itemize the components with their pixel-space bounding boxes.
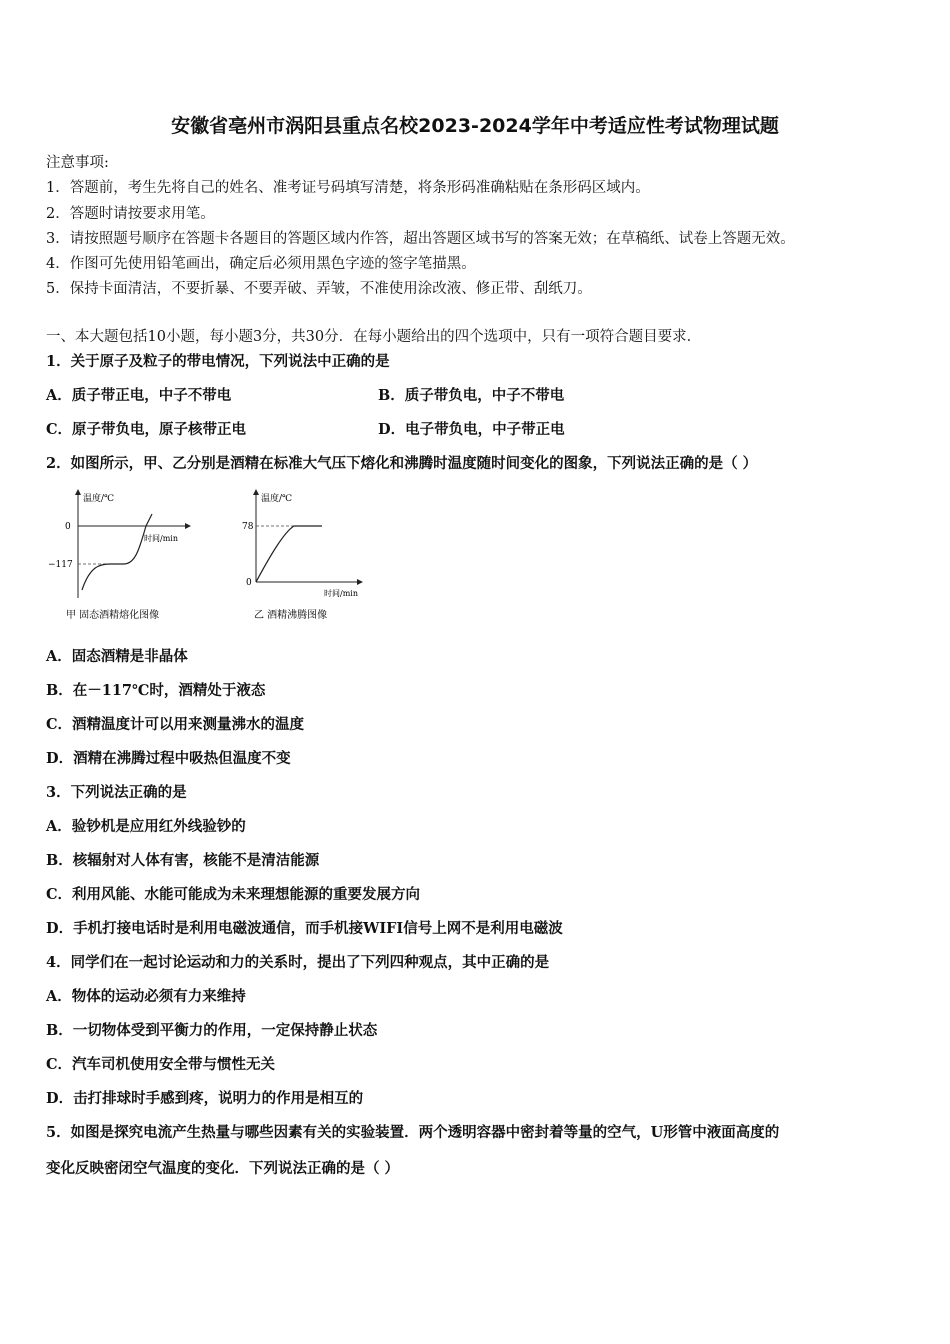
q5-stem-line2: 变化反映密闭空气温度的变化．下列说法正确的是（ ） bbox=[46, 1160, 400, 1177]
q1-option-d: D．电子带负电，中子带正电 bbox=[378, 421, 565, 438]
note-item-1: 1．答题前，考生先将自己的姓名、准考证号码填写清楚，将条形码准确粘贴在条形码区域内。 bbox=[46, 180, 650, 196]
q2-option-d: D．酒精在沸腾过程中吸热但温度不变 bbox=[46, 750, 291, 767]
yi-ytick-0: 0 bbox=[246, 578, 252, 588]
q2-option-a: A．固态酒精是非晶体 bbox=[46, 648, 188, 665]
yi-boiling-curve bbox=[256, 526, 322, 582]
q2-stem: 2．如图所示，甲、乙分别是酒精在标准大气压下熔化和沸腾时温度随时间变化的图象，下列说法正确的是（ ） bbox=[46, 455, 758, 472]
q4-option-b: B．一切物体受到平衡力的作用，一定保持静止状态 bbox=[46, 1022, 378, 1039]
yi-ytick-78: 78 bbox=[242, 522, 254, 532]
jia-xlabel: 时间/min bbox=[144, 534, 178, 543]
q1-stem: 1．关于原子及粒子的带电情况，下列说法中正确的是 bbox=[46, 353, 390, 370]
jia-melting-curve bbox=[82, 514, 152, 590]
q1-option-c: C．原子带负电，原子核带正电 bbox=[46, 421, 247, 438]
yi-xlabel: 时间/min bbox=[324, 589, 358, 598]
jia-ytick-0: 0 bbox=[65, 522, 71, 532]
figure-jia bbox=[40, 486, 200, 626]
q3-option-a: A．验钞机是应用红外线验钞的 bbox=[46, 818, 246, 835]
q5-stem-line1: 5．如图是探究电流产生热量与哪些因素有关的实验装置．两个透明容器中密封着等量的空气，U形管中液面高度的 bbox=[46, 1124, 780, 1141]
q3-option-d: D．手机打接电话时是利用电磁波通信，而手机接WIFI信号上网不是利用电磁波 bbox=[46, 920, 563, 937]
q3-stem: 3．下列说法正确的是 bbox=[46, 784, 187, 801]
page-title: 安徽省亳州市涡阳县重点名校2023-2024学年中考适应性考试物理试题 bbox=[171, 115, 779, 137]
yi-ylabel: 温度/℃ bbox=[261, 494, 293, 504]
q4-stem: 4．同学们在一起讨论运动和力的关系时，提出了下列四种观点，其中正确的是 bbox=[46, 954, 550, 971]
note-item-2: 2．答题时请按要求用笔。 bbox=[46, 206, 215, 222]
note-item-4: 4．作图可先使用铅笔画出，确定后必须用黑色字迹的签字笔描黑。 bbox=[46, 256, 476, 272]
q1-option-a: A．质子带正电，中子不带电 bbox=[46, 387, 232, 404]
q3-option-b: B．核辐射对人体有害，核能不是清洁能源 bbox=[46, 852, 320, 869]
q4-option-d: D．击打排球时手感到疼，说明力的作用是相互的 bbox=[46, 1090, 364, 1107]
yi-caption: 乙 酒精沸腾图像 bbox=[254, 610, 328, 621]
q4-option-a: A．物体的运动必须有力来维持 bbox=[46, 988, 246, 1005]
notes-heading: 注意事项: bbox=[46, 155, 109, 171]
q3-option-c: C．利用风能、水能可能成为未来理想能源的重要发展方向 bbox=[46, 886, 421, 903]
note-item-5: 5．保持卡面清洁，不要折暴、不要弄破、弄皱，不准使用涂改液、修正带、刮纸刀。 bbox=[46, 281, 592, 297]
q1-option-b: B．质子带负电，中子不带电 bbox=[378, 387, 565, 404]
jia-caption: 甲 固态酒精熔化图像 bbox=[66, 610, 160, 621]
figure-yi bbox=[230, 486, 390, 626]
q2-option-b: B．在－117℃时，酒精处于液态 bbox=[46, 682, 266, 699]
q2-option-c: C．酒精温度计可以用来测量沸水的温度 bbox=[46, 716, 305, 733]
note-item-3: 3．请按照题号顺序在答题卡各题目的答题区域内作答，超出答题区域书写的答案无效；在草稿纸、试卷上答题无效。 bbox=[46, 231, 795, 247]
q4-option-c: C．汽车司机使用安全带与惯性无关 bbox=[46, 1056, 276, 1073]
jia-ytick-117: −117 bbox=[48, 560, 73, 570]
section-heading: 一、本大题包括10小题，每小题3分，共30分．在每小题给出的四个选项中，只有一项符合题目要求． bbox=[46, 329, 702, 345]
jia-ylabel: 温度/℃ bbox=[83, 494, 115, 504]
